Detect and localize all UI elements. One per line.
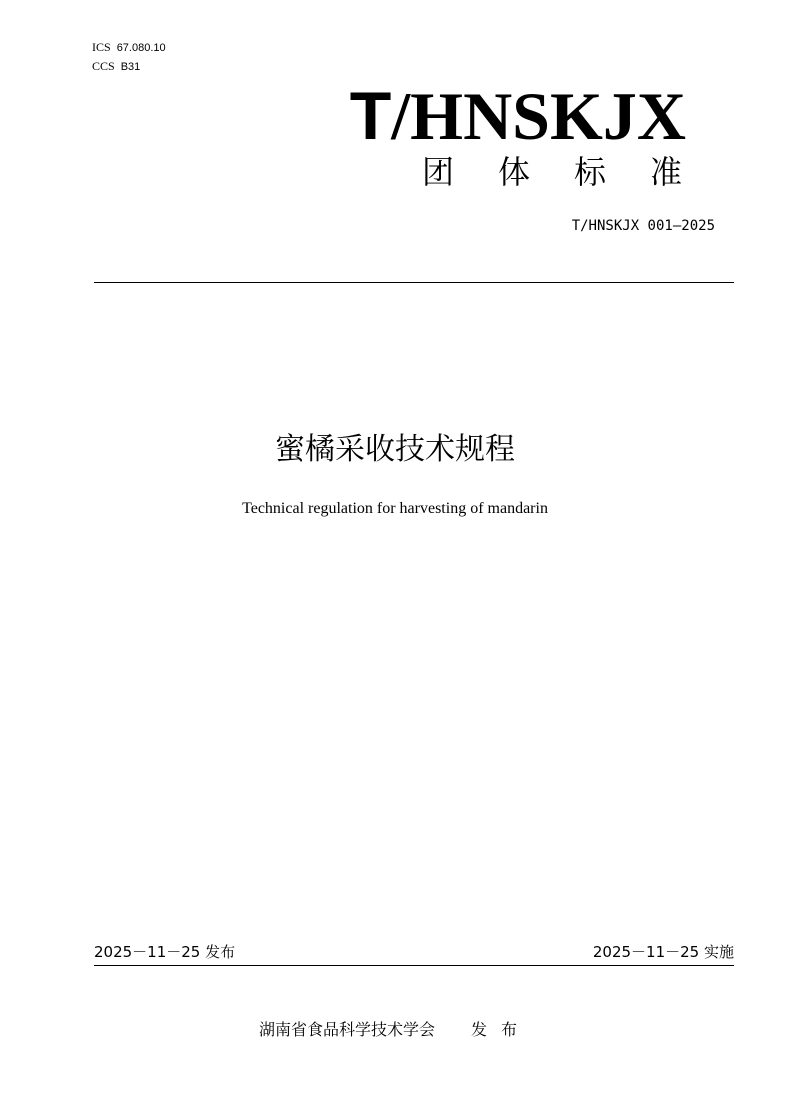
ics-label: ICS <box>92 40 111 54</box>
classification-codes <box>92 38 166 76</box>
issue-date: 2025－11－25 发布 <box>94 943 236 961</box>
implementation-date: 2025－11－25 实施 <box>592 943 734 961</box>
bottom-divider <box>94 965 734 966</box>
organization-code-logo <box>350 78 686 154</box>
publisher-line <box>0 1018 790 1042</box>
ccs-value: B31 <box>120 61 141 73</box>
standard-type: 团体标准 <box>421 153 726 191</box>
top-divider <box>94 282 734 283</box>
org-code-rest: /HNSKJX <box>391 78 686 154</box>
ics-line <box>92 38 166 57</box>
ccs-label: CCS <box>92 59 115 73</box>
title-chinese: 蜜橘采收技术规程 <box>275 432 515 467</box>
date-row <box>94 940 734 964</box>
org-code-prefix: T <box>349 78 392 154</box>
publisher-name: 湖南省食品科学技术学会 <box>258 1020 435 1039</box>
ccs-line <box>92 57 166 76</box>
publisher-action: 发布 <box>471 1020 532 1039</box>
title-english: Technical regulation for harvesting of mandarin <box>242 500 548 517</box>
standard-number: T/HNSKJX 001—2025 <box>571 218 715 234</box>
ics-value: 67.080.10 <box>116 42 166 54</box>
